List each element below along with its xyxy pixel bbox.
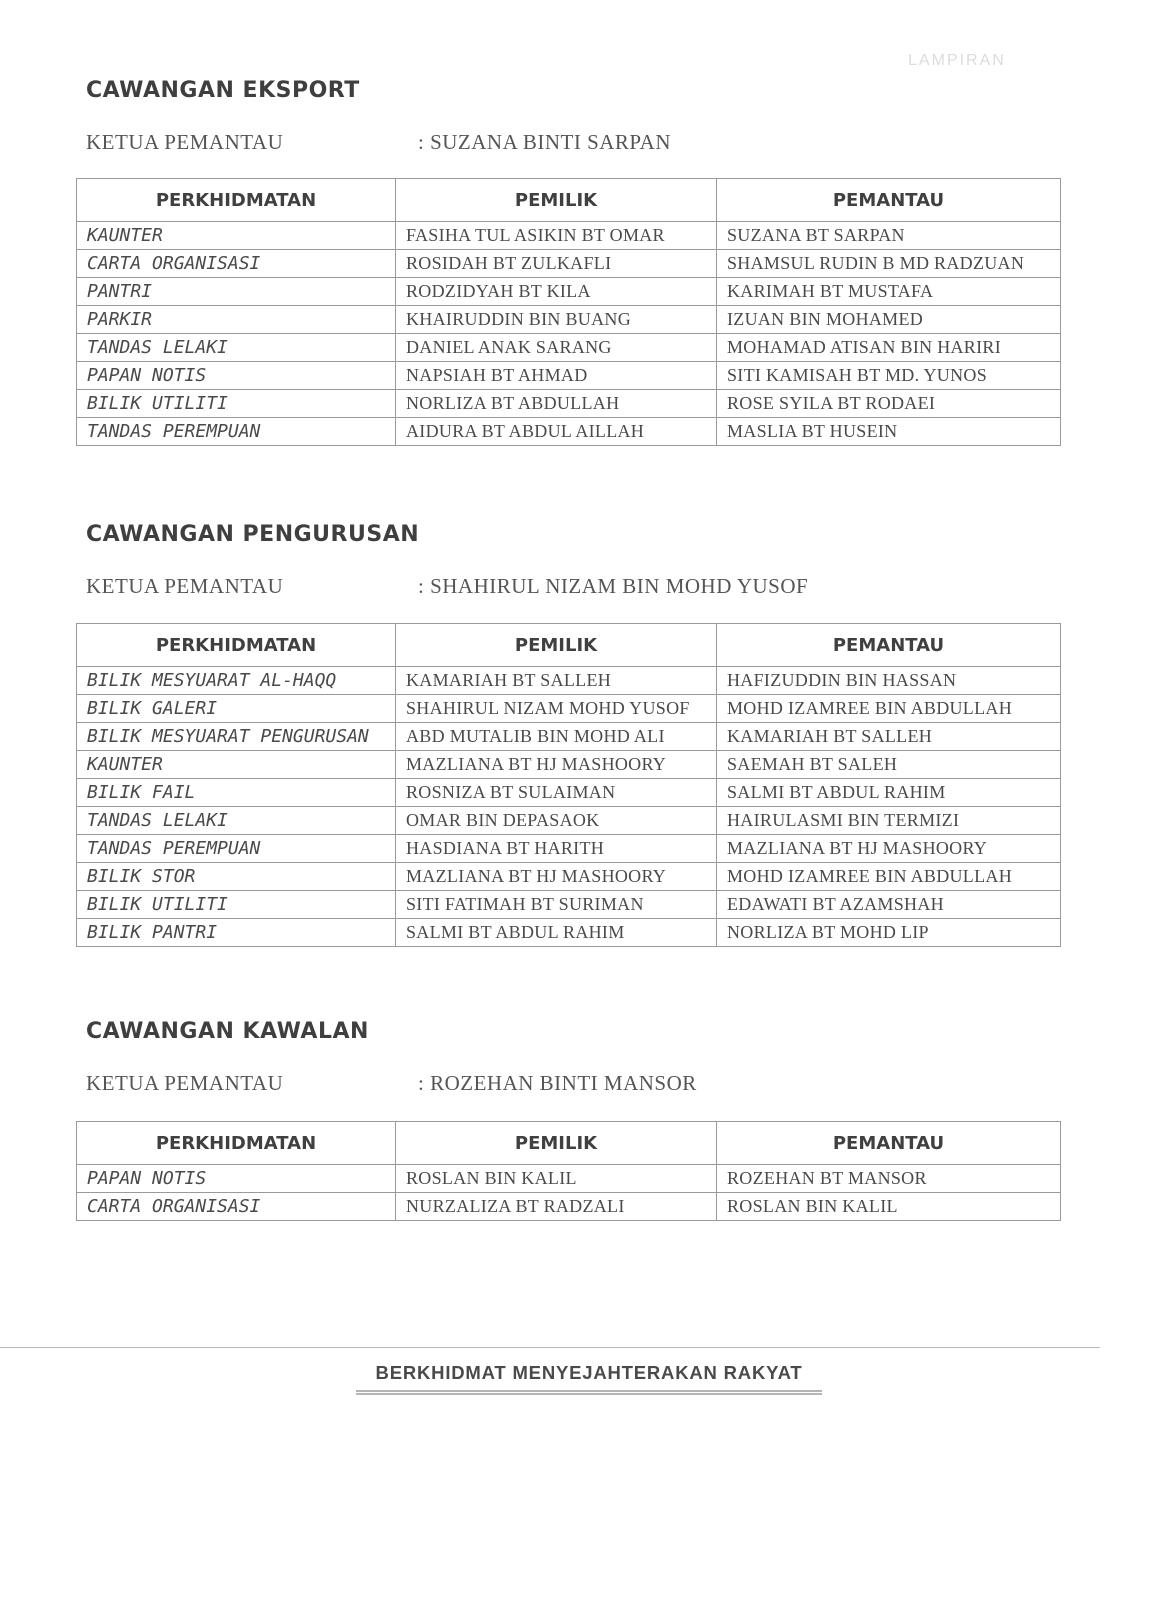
- column-header-owner: PEMILIK: [396, 624, 717, 667]
- service-cell: KAUNTER: [77, 222, 396, 250]
- monitor-cell: ROZEHAN BT MANSOR: [717, 1165, 1061, 1193]
- service-cell: BILIK GALERI: [77, 695, 396, 723]
- monitor-cell: MOHD IZAMREE BIN ABDULLAH: [717, 695, 1061, 723]
- head-monitor-label: KETUA PEMANTAU: [86, 130, 284, 154]
- table-row: [77, 418, 1061, 446]
- monitor-cell: SALMI BT ABDUL RAHIM: [717, 779, 1061, 807]
- owner-cell: RODZIDYAH BT KILA: [396, 278, 717, 306]
- service-cell: PAPAN NOTIS: [77, 362, 396, 390]
- table-row: [77, 1165, 1061, 1193]
- table-header-row: [77, 179, 1061, 222]
- footer-divider: [0, 1347, 1100, 1348]
- monitor-cell: KAMARIAH BT SALLEH: [717, 723, 1061, 751]
- monitor-cell: MOHAMAD ATISAN BIN HARIRI: [717, 334, 1061, 362]
- owner-cell: SALMI BT ABDUL RAHIM: [396, 919, 717, 947]
- owner-cell: MAZLIANA BT HJ MASHOORY: [396, 751, 717, 779]
- table-row: [77, 334, 1061, 362]
- service-cell: TANDAS LELAKI: [77, 334, 396, 362]
- service-cell: BILIK UTILITI: [77, 891, 396, 919]
- monitor-cell: SITI KAMISAH BT MD. YUNOS: [717, 362, 1061, 390]
- monitor-cell: MAZLIANA BT HJ MASHOORY: [717, 835, 1061, 863]
- owner-cell: NURZALIZA BT RADZALI: [396, 1193, 717, 1221]
- owner-cell: SITI FATIMAH BT SURIMAN: [396, 891, 717, 919]
- owner-cell: KHAIRUDDIN BIN BUANG: [396, 306, 717, 334]
- service-table: [76, 1121, 1061, 1221]
- table-row: [77, 835, 1061, 863]
- column-header-monitor: PEMANTAU: [717, 624, 1061, 667]
- monitor-cell: SUZANA BT SARPAN: [717, 222, 1061, 250]
- service-table: [76, 623, 1061, 947]
- service-table: [76, 178, 1061, 446]
- column-header-service: PERKHIDMATAN: [77, 1122, 396, 1165]
- service-cell: PAPAN NOTIS: [77, 1165, 396, 1193]
- service-cell: TANDAS LELAKI: [77, 807, 396, 835]
- monitor-cell: ROSLAN BIN KALIL: [717, 1193, 1061, 1221]
- owner-cell: SHAHIRUL NIZAM MOHD YUSOF: [396, 695, 717, 723]
- table-row: [77, 222, 1061, 250]
- service-cell: BILIK PANTRI: [77, 919, 396, 947]
- table-row: [77, 779, 1061, 807]
- service-cell: BILIK MESYUARAT AL-HAQQ: [77, 667, 396, 695]
- owner-cell: DANIEL ANAK SARANG: [396, 334, 717, 362]
- monitor-cell: ROSE SYILA BT RODAEI: [717, 390, 1061, 418]
- column-header-owner: PEMILIK: [396, 179, 717, 222]
- owner-cell: KAMARIAH BT SALLEH: [396, 667, 717, 695]
- table-row: [77, 362, 1061, 390]
- head-monitor-label: KETUA PEMANTAU: [86, 1071, 284, 1095]
- table-row: [77, 695, 1061, 723]
- service-cell: BILIK STOR: [77, 863, 396, 891]
- table-row: [77, 891, 1061, 919]
- head-monitor-name: : SUZANA BINTI SARPAN: [418, 130, 672, 154]
- head-monitor-name: : ROZEHAN BINTI MANSOR: [418, 1071, 697, 1095]
- owner-cell: NAPSIAH BT AHMAD: [396, 362, 717, 390]
- head-monitor-name: : SHAHIRUL NIZAM BIN MOHD YUSOF: [418, 574, 809, 598]
- section-title: CAWANGAN KAWALAN: [86, 1019, 369, 1044]
- table-row: [77, 807, 1061, 835]
- owner-cell: ROSNIZA BT SULAIMAN: [396, 779, 717, 807]
- owner-cell: NORLIZA BT ABDULLAH: [396, 390, 717, 418]
- monitor-cell: MOHD IZAMREE BIN ABDULLAH: [717, 863, 1061, 891]
- section-title: CAWANGAN PENGURUSAN: [86, 522, 420, 547]
- monitor-cell: HAIRULASMI BIN TERMIZI: [717, 807, 1061, 835]
- footer-motto: BERKHIDMAT MENYEJAHTERAKAN RAKYAT: [356, 1362, 822, 1395]
- column-header-service: PERKHIDMATAN: [77, 624, 396, 667]
- service-cell: KAUNTER: [77, 751, 396, 779]
- section-title: CAWANGAN EKSPORT: [86, 78, 360, 103]
- table-header-row: [77, 624, 1061, 667]
- column-header-service: PERKHIDMATAN: [77, 179, 396, 222]
- owner-cell: FASIHA TUL ASIKIN BT OMAR: [396, 222, 717, 250]
- owner-cell: HASDIANA BT HARITH: [396, 835, 717, 863]
- column-header-owner: PEMILIK: [396, 1122, 717, 1165]
- owner-cell: MAZLIANA BT HJ MASHOORY: [396, 863, 717, 891]
- monitor-cell: SAEMAH BT SALEH: [717, 751, 1061, 779]
- service-cell: PANTRI: [77, 278, 396, 306]
- table-row: [77, 278, 1061, 306]
- owner-cell: ROSIDAH BT ZULKAFLI: [396, 250, 717, 278]
- monitor-cell: EDAWATI BT AZAMSHAH: [717, 891, 1061, 919]
- monitor-cell: HAFIZUDDIN BIN HASSAN: [717, 667, 1061, 695]
- owner-cell: ABD MUTALIB BIN MOHD ALI: [396, 723, 717, 751]
- owner-cell: OMAR BIN DEPASAOK: [396, 807, 717, 835]
- service-cell: BILIK FAIL: [77, 779, 396, 807]
- table-row: [77, 723, 1061, 751]
- service-cell: PARKIR: [77, 306, 396, 334]
- lampiran-label: LAMPIRAN: [908, 52, 1006, 69]
- service-cell: BILIK UTILITI: [77, 390, 396, 418]
- table-row: [77, 250, 1061, 278]
- service-cell: BILIK MESYUARAT PENGURUSAN: [77, 723, 396, 751]
- monitor-cell: NORLIZA BT MOHD LIP: [717, 919, 1061, 947]
- head-monitor-label: KETUA PEMANTAU: [86, 574, 284, 598]
- service-cell: TANDAS PEREMPUAN: [77, 418, 396, 446]
- service-cell: TANDAS PEREMPUAN: [77, 835, 396, 863]
- owner-cell: AIDURA BT ABDUL AILLAH: [396, 418, 717, 446]
- table-row: [77, 306, 1061, 334]
- monitor-cell: KARIMAH BT MUSTAFA: [717, 278, 1061, 306]
- service-cell: CARTA ORGANISASI: [77, 1193, 396, 1221]
- table-row: [77, 751, 1061, 779]
- table-row: [77, 667, 1061, 695]
- column-header-monitor: PEMANTAU: [717, 179, 1061, 222]
- column-header-monitor: PEMANTAU: [717, 1122, 1061, 1165]
- monitor-cell: SHAMSUL RUDIN B MD RADZUAN: [717, 250, 1061, 278]
- table-row: [77, 863, 1061, 891]
- service-cell: CARTA ORGANISASI: [77, 250, 396, 278]
- table-row: [77, 390, 1061, 418]
- table-row: [77, 919, 1061, 947]
- monitor-cell: MASLIA BT HUSEIN: [717, 418, 1061, 446]
- table-row: [77, 1193, 1061, 1221]
- table-header-row: [77, 1122, 1061, 1165]
- monitor-cell: IZUAN BIN MOHAMED: [717, 306, 1061, 334]
- owner-cell: ROSLAN BIN KALIL: [396, 1165, 717, 1193]
